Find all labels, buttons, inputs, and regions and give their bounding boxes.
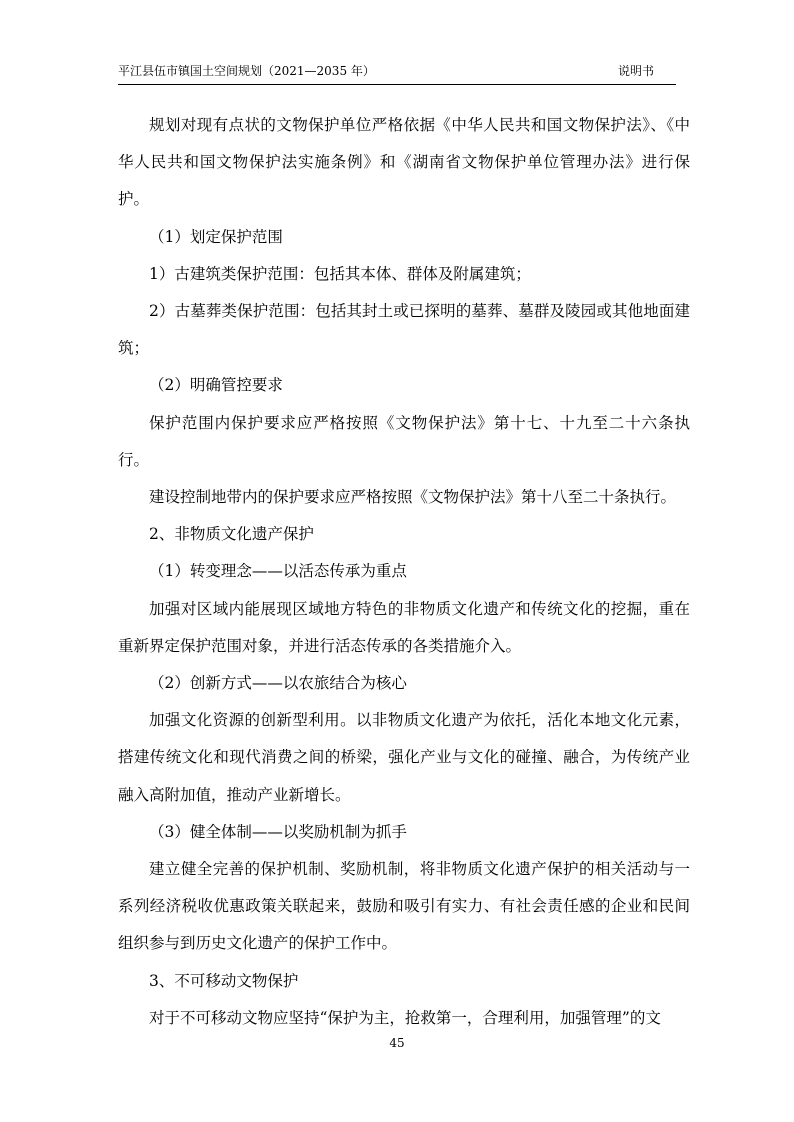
paragraph: 保护范围内保护要求应严格按照《文物保护法》第十七、十九至二十六条执行。 (118, 413, 690, 469)
paragraph: （1）划定保护范围 (149, 227, 283, 246)
paragraph: （3）健全体制——以奖励机制为抓手 (149, 822, 407, 841)
document-title: 平江县伍市镇国土空间规划（2021—2035 年） (118, 64, 375, 78)
page-header (118, 62, 676, 85)
paragraph: 加强文化资源的创新型利用。以非物质文化遗产为依托，活化本地文化元素，搭建传统文化和现代消费之间的桥梁，强化产业与文化的碰撞、融合，为传统产业融入高附加值，推动产业新增长。 (118, 711, 690, 804)
paragraph: 3、不可移动文物保护 (149, 971, 299, 990)
paragraph: 2）古墓葬类保护范围：包括其封土或已探明的墓葬、墓群及陵园或其他地面建筑； (118, 302, 690, 358)
paragraph: 2、非物质文化遗产保护 (149, 525, 314, 544)
paragraph: 1）古建筑类保护范围：包括其本体、群体及附属建筑； (149, 264, 531, 283)
paragraph: 加强对区域内能展现区域地方特色的非物质文化遗产和传统文化的挖掘，重在重新界定保护范围对象，并进行活态传承的各类措施介入。 (118, 599, 690, 655)
paragraph: 建设控制地带内的保护要求应严格按照《文物保护法》第十八至二十条执行。 (149, 488, 677, 507)
page-number: 45 (389, 1036, 405, 1050)
paragraph: （1）转变理念——以活态传承为重点 (149, 562, 407, 581)
document-section: 说明书 (617, 64, 654, 78)
paragraph: （2）明确管控要求 (149, 376, 283, 395)
paragraph: 对于不可移动文物应坚持“保护为主，抢救第一，合理利用，加强管理”的文 (149, 1008, 661, 1027)
paragraph: 规划对现有点状的文物保护单位严格依据《中华人民共和国文物保护法》、《中华人民共和国文物保护法实施条例》和《湖南省文物保护单位管理办法》进行保护。 (118, 116, 690, 209)
body-text (118, 107, 690, 1037)
paragraph: 建立健全完善的保护机制、奖励机制，将非物质文化遗产保护的相关活动与一系列经济税收优惠政策关联起来，鼓励和吸引有实力、有社会责任感的企业和民间组织参与到历史文化遗产的保护工作中。 (118, 860, 690, 953)
paragraph: （2）创新方式——以农旅结合为核心 (149, 674, 407, 693)
